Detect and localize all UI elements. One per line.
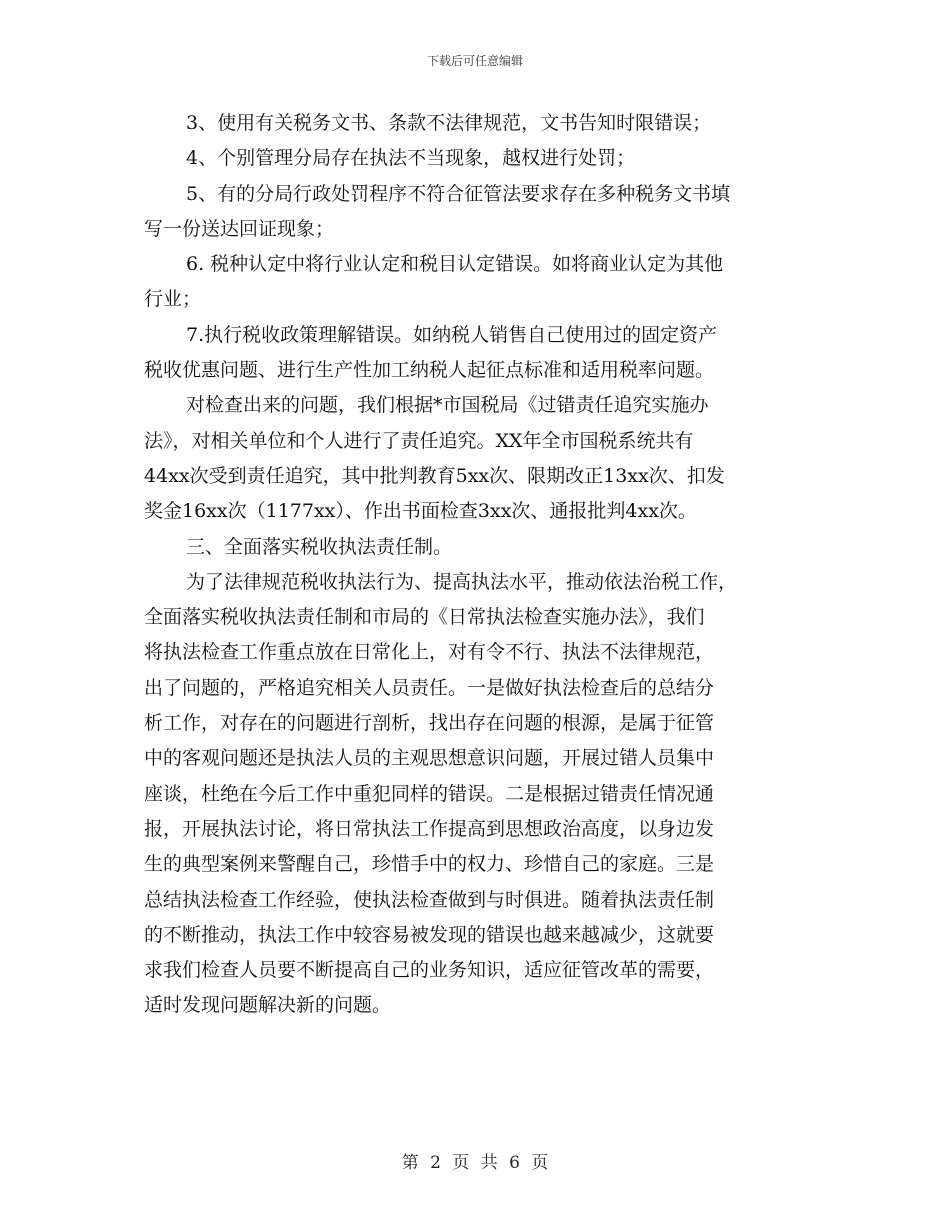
text-line: 全面落实税收执法责任制和市局的《日常执法检查实施办法》，我们 (144, 606, 705, 629)
document-body (144, 106, 809, 1024)
text-line: 总结执法检查工作经验，使执法检查做到与时俱进。随着执法责任制 (144, 888, 715, 911)
text-line: 中的客观问题还是执法人员的主观思想意识问题，开展过错人员集中 (144, 747, 715, 770)
text-line: 适时发现问题解决新的问题。 (144, 994, 392, 1017)
section-heading: 三、全面落实税收执法责任制。 (186, 535, 453, 558)
text-line: 对检查出来的问题，我们根据*市国税局《过错责任追究实施办 (186, 394, 709, 417)
text-line: 法》，对相关单位和个人进行了责任追究。XX年全市国税系统共有 (144, 429, 694, 452)
text-line: 的不断推动，执法工作中较容易被发现的错误也越来越减少，这就要 (144, 923, 715, 946)
page-number-footer: 第 2 页 共 6 页 (401, 1153, 549, 1173)
text-line: 7.执行税收政策理解错误。如纳税人销售自己使用过的固定资产 (186, 323, 718, 346)
text-line: 出了问题的，严格追究相关人员责任。一是做好执法检查后的总结分 (144, 676, 715, 699)
text-line: 座谈，杜绝在今后工作中重犯同样的错误。二是根据过错责任情况通 (144, 782, 715, 805)
text-line: 析工作，对存在的问题进行剖析，找出存在问题的根源，是属于征管 (144, 712, 715, 735)
text-line: 写一份送达回证现象； (144, 217, 335, 240)
text-line: 将执法检查工作重点放在日常化上，对有令不行、执法不法律规范， (144, 641, 715, 664)
text-line: 税收优惠问题、进行生产性加工纳税人起征点标准和适用税率问题。 (144, 359, 715, 382)
text-line: 6. 税种认定中将行业认定和税目认定错误。如将商业认定为其他 (186, 253, 724, 276)
text-line: 报，开展执法讨论，将日常执法工作提高到思想政治高度，以身边发 (144, 817, 715, 840)
text-line: 4、个别管理分局存在执法不当现象，越权进行处罚； (186, 147, 636, 170)
text-line: 奖金16xx次（1177xx）、作出书面检查3xx次、通报批判4xx次。 (144, 500, 697, 523)
page-header: 下载后可任意编辑 (426, 54, 523, 68)
text-line: 生的典型案例来警醒自己，珍惜手中的权力、珍惜自己的家庭。三是 (144, 853, 715, 876)
text-line: 为了法律规范税收执法行为、提高执法水平，推动依法治税工作， (186, 570, 738, 593)
text-line: 3、使用有关税务文书、条款不法律规范，文书告知时限错误； (186, 112, 712, 134)
text-line: 5、有的分局行政处罚程序不符合征管法要求存在多种税务文书填 (186, 182, 731, 205)
text-line: 求我们检查人员要不断提高自己的业务知识，适应征管改革的需要， (144, 959, 715, 982)
text-line: 44xx次受到责任追究，其中批判教育5xx次、限期改正13xx次、扣发 (144, 464, 725, 487)
text-line: 行业； (144, 288, 202, 311)
